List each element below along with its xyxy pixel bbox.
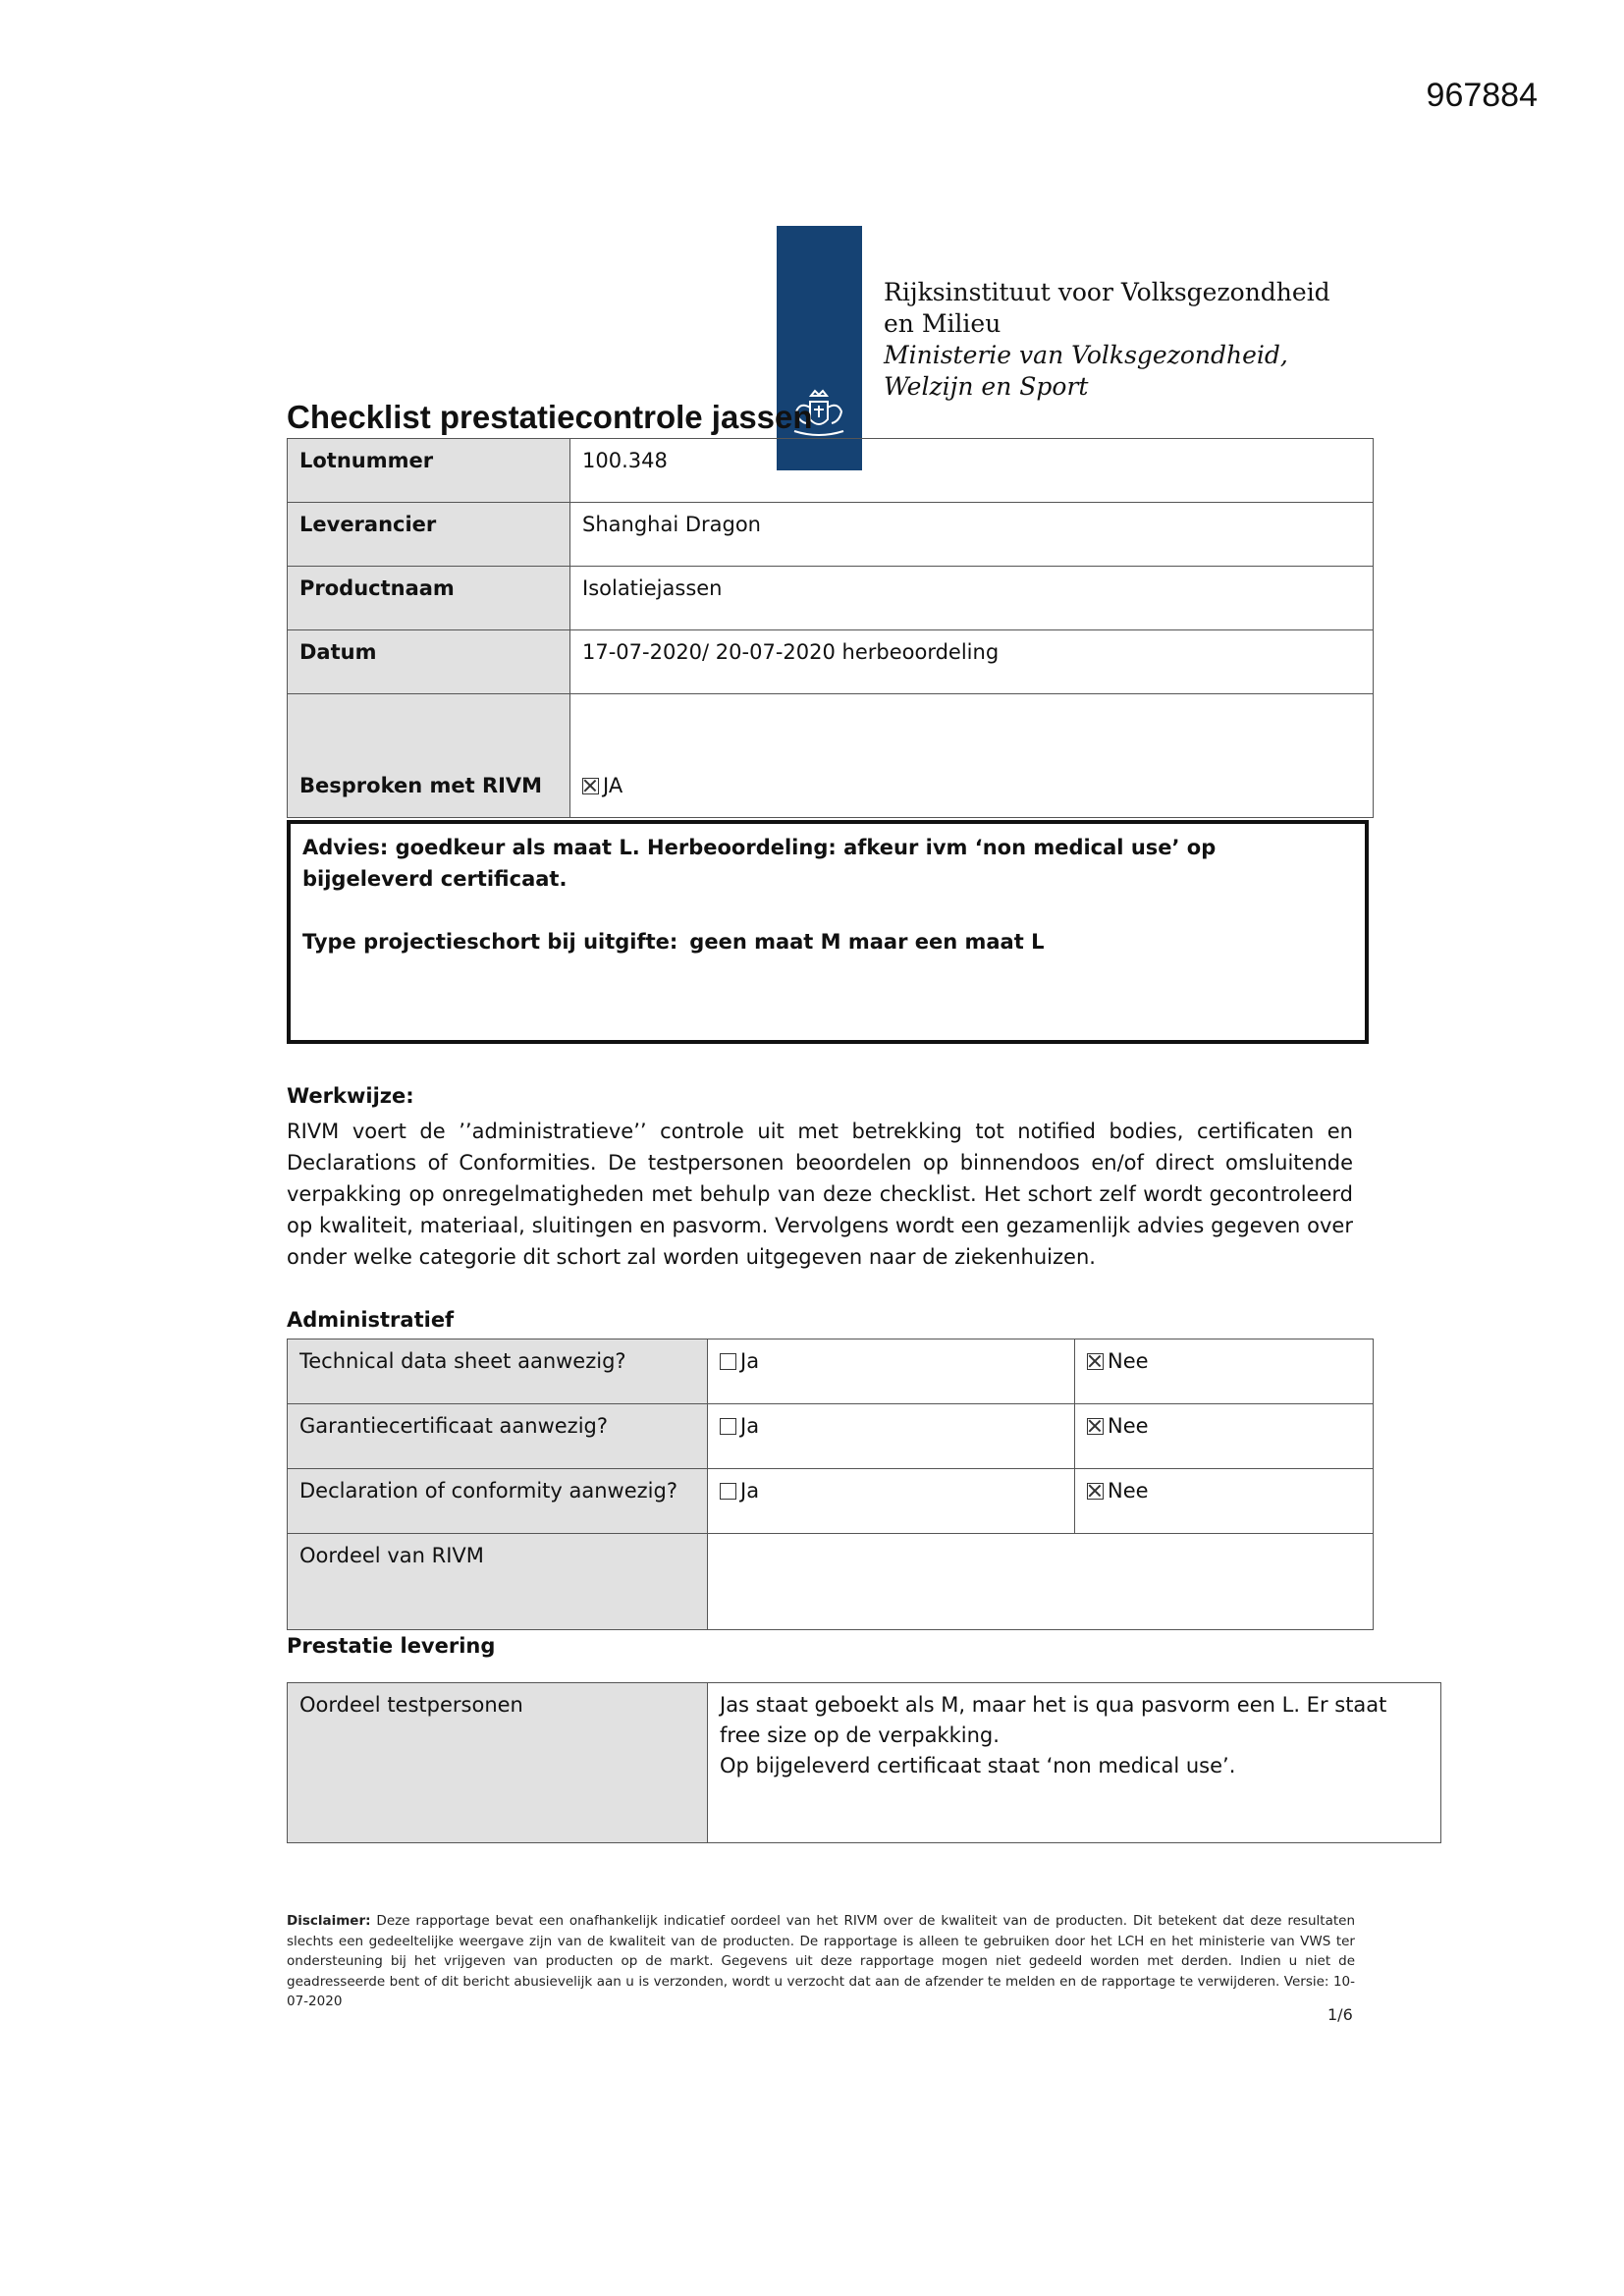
yes-label: Ja bbox=[740, 1349, 760, 1373]
checkbox-checked-icon[interactable] bbox=[1087, 1483, 1104, 1500]
yes-label: Ja bbox=[740, 1414, 760, 1438]
field-value: 100.348 bbox=[582, 449, 668, 472]
prestatie-heading: Prestatie levering bbox=[287, 1634, 496, 1658]
page-title: Checklist prestatiecontrole jassen bbox=[287, 399, 813, 435]
admin-question: Garantiecertificaat aanwezig? bbox=[299, 1414, 609, 1438]
page-number: 1/6 bbox=[1327, 2005, 1353, 2024]
administratief-heading: Administratief bbox=[287, 1308, 455, 1332]
oordeel-testpersonen-line-2: Op bijgeleverd certificaat staat ‘non medical use’. bbox=[720, 1754, 1236, 1777]
checkbox-unchecked-icon[interactable] bbox=[720, 1353, 736, 1370]
checkbox-checked-icon[interactable] bbox=[1087, 1418, 1104, 1435]
header-info-table bbox=[287, 438, 1374, 818]
field-label: Datum bbox=[299, 640, 377, 664]
field-label: Besproken met RIVM bbox=[299, 774, 543, 797]
advice-text: Advies: goedkeur als maat L. Herbeoordeling: afkeur ivm ‘non medical use’ op bijgeleverd certificaat. bbox=[302, 836, 1217, 891]
header-row-productnaam bbox=[288, 567, 1374, 630]
advice-type-label: Type projectieschort bij uitgifte: bbox=[302, 930, 678, 954]
no-label: Nee bbox=[1108, 1479, 1149, 1503]
checkbox-unchecked-icon[interactable] bbox=[720, 1483, 736, 1500]
field-value: Shanghai Dragon bbox=[582, 513, 761, 536]
oordeel-rivm-value bbox=[708, 1534, 1373, 1548]
oordeel-testpersonen-line-1: Jas staat geboekt als M, maar het is qua pasvorm een L. Er staat free size op de verpakking. bbox=[720, 1693, 1387, 1747]
org-line-2: en Milieu bbox=[884, 309, 1001, 338]
header-row-leverancier bbox=[288, 503, 1374, 567]
org-line-1: Rijksinstituut voor Volksgezondheid bbox=[884, 278, 1330, 306]
advice-type-value: geen maat M maar een maat L bbox=[689, 930, 1045, 954]
administratief-table bbox=[287, 1339, 1374, 1630]
no-label: Nee bbox=[1108, 1349, 1149, 1373]
document-id: 967884 bbox=[1426, 77, 1538, 114]
disclaimer-label: Disclaimer: bbox=[287, 1913, 371, 1929]
org-line-4: Welzijn en Sport bbox=[884, 372, 1089, 401]
no-label: Nee bbox=[1108, 1414, 1149, 1438]
field-label: Productnaam bbox=[299, 576, 455, 600]
field-label: Leverancier bbox=[299, 513, 437, 536]
header-row-besproken bbox=[288, 694, 1374, 818]
field-label: Lotnummer bbox=[299, 449, 434, 472]
admin-row bbox=[288, 1404, 1374, 1469]
admin-question: Declaration of conformity aanwezig? bbox=[299, 1479, 677, 1503]
organization-name bbox=[884, 277, 1330, 403]
oordeel-testpersonen-label: Oordeel testpersonen bbox=[299, 1693, 523, 1717]
yes-label: Ja bbox=[740, 1479, 760, 1503]
checkbox-checked-icon[interactable] bbox=[1087, 1353, 1104, 1370]
admin-row-oordeel bbox=[288, 1534, 1374, 1630]
admin-question: Technical data sheet aanwezig? bbox=[299, 1349, 626, 1373]
header-row-datum bbox=[288, 630, 1374, 694]
field-value: JA bbox=[603, 774, 623, 797]
werkwijze-heading: Werkwijze: bbox=[287, 1084, 414, 1108]
advice-type-line bbox=[302, 926, 1353, 957]
disclaimer bbox=[287, 1911, 1355, 2012]
checkbox-checked-icon[interactable] bbox=[582, 778, 599, 794]
admin-row bbox=[288, 1469, 1374, 1534]
disclaimer-text: Deze rapportage bevat een onafhankelijk indicatief oordeel van het RIVM over de kwaliteit van de producten. Dit betekent dat deze resultaten slechts een gedeeltelijke weergave zijn van de kwaliteit van de producten. De rapportage is alleen te gebruiken door het LCH en het ministerie van VWS ter ondersteuning bij het vrijgeven van producten op de markt. Gegevens uit deze rapportage mogen niet gedeeld worden met derden. Indien u niet de geadresseerde bent of dit bericht abusievelijk aan u is verzonden, wordt u verzocht dat aan de afzender te melden en de rapportage te verwijderen. Versie: 10-07-2020 bbox=[287, 1913, 1356, 2009]
advice-box bbox=[287, 820, 1369, 1044]
field-value: Isolatiejassen bbox=[582, 576, 723, 600]
admin-row bbox=[288, 1339, 1374, 1404]
prestatie-row bbox=[288, 1683, 1441, 1843]
prestatie-table bbox=[287, 1682, 1441, 1843]
field-value: 17-07-2020/ 20-07-2020 herbeoordeling bbox=[582, 640, 1000, 664]
werkwijze-body: RIVM voert de ’’administratieve’’ controle uit met betrekking tot notified bodies, certificaten en Declarations of Conformities. De testpersonen beoordelen op binnendoos en/of direct omsluitende verpakking op onregelmatigheden met behulp van deze checklist. Het schort zelf wordt gecontroleerd op kwaliteit, materiaal, sluitingen en pasvorm. Vervolgens wordt een gezamenlijk advies gegeven over onder welke categorie dit schort zal worden uitgegeven naar de ziekenhuizen. bbox=[287, 1120, 1353, 1269]
checkbox-unchecked-icon[interactable] bbox=[720, 1418, 736, 1435]
oordeel-rivm-label: Oordeel van RIVM bbox=[299, 1544, 484, 1567]
header-row-lotnummer bbox=[288, 439, 1374, 503]
org-line-3: Ministerie van Volksgezondheid, bbox=[884, 341, 1288, 369]
